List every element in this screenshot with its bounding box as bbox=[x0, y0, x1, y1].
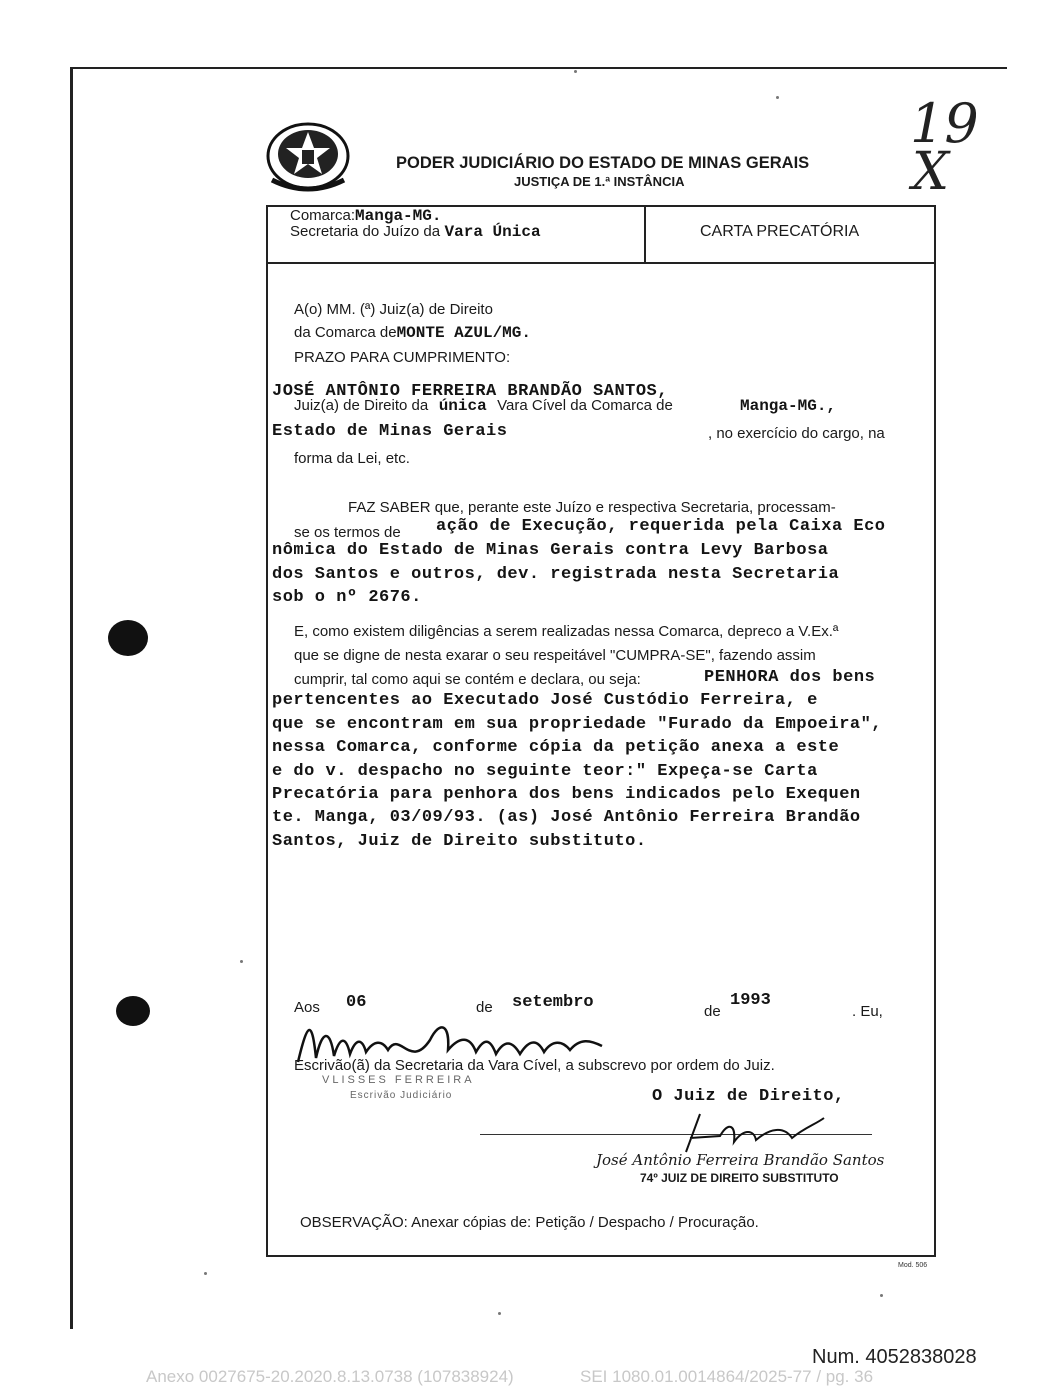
institution-title: PODER JUDICIÁRIO DO ESTADO DE MINAS GERAIS bbox=[396, 154, 810, 172]
observation-note: OBSERVAÇÃO: Anexar cópias de: Petição / Despacho / Procuração. bbox=[300, 1214, 759, 1231]
judge-comarca-label: Vara Cível da Comarca de bbox=[497, 397, 673, 414]
request-line-3-typed: PENHORA dos bens bbox=[704, 668, 876, 687]
judge-vara-value: única bbox=[438, 397, 487, 415]
handwritten-page-number: 19 bbox=[910, 92, 979, 155]
clerk-stamp-name: VLISSES FERREIRA bbox=[322, 1074, 475, 1086]
judge-sign-name: José Antônio Ferreira Brandão Santos bbox=[596, 1151, 885, 1169]
request-typed-4: e do v. despacho no seguinte teor:" Expeça-se Carta bbox=[272, 762, 818, 781]
coat-of-arms-logo bbox=[264, 120, 352, 194]
scan-speckle bbox=[880, 1294, 883, 1297]
addressee-line-1: A(o) MM. (ª) Juiz(a) de Direito bbox=[294, 301, 493, 318]
sei-reference: SEI 1080.01.0014864/2025-77 / pg. 36 bbox=[580, 1367, 874, 1386]
addressee-line-2 bbox=[294, 324, 531, 342]
clerk-stamp-role: Escrivão Judiciário bbox=[350, 1090, 453, 1101]
punch-hole-lower bbox=[116, 996, 150, 1026]
judge-sign-role: 74º JUIZ DE DIREITO SUBSTITUTO bbox=[640, 1171, 839, 1185]
date-suffix: . Eu, bbox=[852, 1003, 883, 1020]
date-year: 1993 bbox=[730, 991, 771, 1010]
punch-hole-upper bbox=[108, 620, 148, 656]
faz-saber-intro: FAZ SABER que, perante este Juízo e respectiva Secretaria, processam- bbox=[348, 499, 836, 516]
header-vertical-divider bbox=[644, 205, 646, 263]
request-typed-6: te. Manga, 03/09/93. (as) José Antônio Ferreira Brandão bbox=[272, 808, 861, 827]
date-de-1: de bbox=[476, 999, 493, 1016]
scan-top-border bbox=[72, 67, 1007, 69]
addressee-comarca-label: da Comarca de bbox=[294, 324, 397, 341]
document-number: Num. 4052838028 bbox=[812, 1346, 977, 1368]
date-month: setembro bbox=[512, 993, 594, 1012]
scan-speckle bbox=[498, 1312, 501, 1315]
handwritten-mark: X bbox=[912, 142, 950, 202]
addressee-comarca-value: MONTE AZUL/MG. bbox=[396, 324, 531, 342]
instance-subtitle: JUSTIÇA DE 1.ª INSTÂNCIA bbox=[514, 174, 685, 189]
scan-speckle bbox=[776, 96, 779, 99]
date-day: 06 bbox=[346, 993, 367, 1012]
date-de-2: de bbox=[704, 1003, 721, 1020]
judge-role-label: Juiz(a) de Direito da bbox=[294, 397, 429, 414]
judge-role-row bbox=[294, 397, 673, 415]
clerk-line: Escrivão(ã) da Secretaria da Vara Cível, a subscrevo por ordem do Juiz. bbox=[294, 1057, 775, 1074]
exercise-label: , no exercício do cargo, na bbox=[708, 425, 885, 442]
doc-type-title: CARTA PRECATÓRIA bbox=[700, 223, 860, 240]
secretaria-label: Secretaria do Juízo da bbox=[290, 223, 441, 240]
law-form-label: forma da Lei, etc. bbox=[294, 450, 410, 467]
request-line-3: cumprir, tal como aqui se contém e declara, ou seja: bbox=[294, 671, 641, 688]
judge-name: JOSÉ ANTÔNIO FERREIRA BRANDÃO SANTOS, bbox=[272, 382, 668, 401]
request-typed-7: Santos, Juiz de Direito substituto. bbox=[272, 832, 647, 851]
comarca-label: Comarca: bbox=[290, 207, 356, 224]
model-number: Mod. 506 bbox=[898, 1262, 928, 1269]
annex-reference: Anexo 0027675-20.2020.8.13.0738 (107838924) bbox=[146, 1367, 514, 1386]
request-typed-1: pertencentes ao Executado José Custódio Ferreira, e bbox=[272, 691, 818, 710]
state-name: Estado de Minas Gerais bbox=[272, 422, 508, 441]
secretaria-value: Vara Única bbox=[444, 223, 541, 241]
scan-left-border bbox=[70, 67, 73, 1329]
header-divider bbox=[266, 262, 936, 264]
request-typed-5: Precatória para penhora dos bens indicados pelo Exequen bbox=[272, 785, 861, 804]
scan-speckle bbox=[204, 1272, 207, 1275]
faz-saber-intro-2: se os termos de bbox=[294, 524, 401, 541]
request-typed-3: nessa Comarca, conforme cópia da petição anexa a este bbox=[272, 738, 840, 757]
judge-sign-title: O Juiz de Direito, bbox=[652, 1087, 845, 1106]
request-line-2: que se digne de nesta exarar o seu respeitável "CUMPRA-SE", fazendo assim bbox=[294, 647, 816, 664]
deadline-label: PRAZO PARA CUMPRIMENTO: bbox=[294, 349, 511, 366]
scan-speckle bbox=[574, 70, 577, 73]
judge-comarca-value: Manga-MG., bbox=[740, 397, 837, 415]
faz-saber-typed-1: ação de Execução, requerida pela Caixa Eco bbox=[436, 517, 886, 536]
date-prefix: Aos bbox=[294, 999, 320, 1016]
faz-saber-typed-2: nômica do Estado de Minas Gerais contra Levy Barbosa bbox=[272, 541, 829, 560]
request-line-1: E, como existem diligências a serem realizadas nessa Comarca, depreco a V.Ex.ª bbox=[294, 623, 839, 640]
scan-speckle bbox=[240, 960, 243, 963]
faz-saber-typed-4: sob o nº 2676. bbox=[272, 588, 422, 607]
secretaria-row bbox=[290, 223, 541, 241]
request-typed-2: que se encontram em sua propriedade "Furado da Empoeira", bbox=[272, 715, 882, 734]
comarca-value: Manga-MG. bbox=[355, 207, 442, 225]
faz-saber-typed-3: dos Santos e outros, dev. registrada nesta Secretaria bbox=[272, 565, 840, 584]
